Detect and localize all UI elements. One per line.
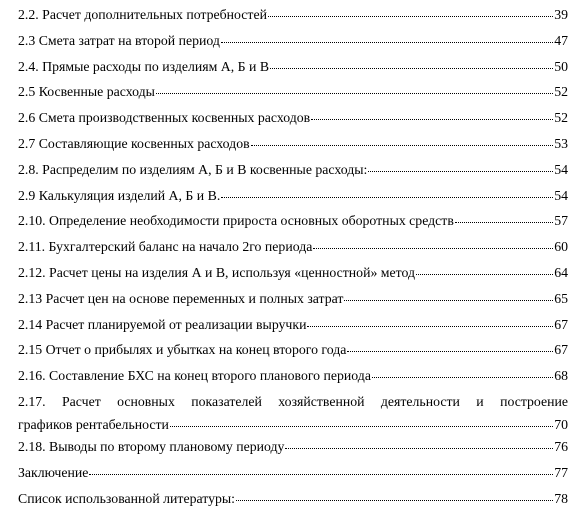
toc-entry-page: 77 (554, 464, 568, 480)
dot-leader (221, 42, 553, 43)
toc-entry (18, 437, 568, 463)
toc-entry (18, 186, 568, 212)
toc-entry-title: 2.11. Бухгалтерский баланс на начало 2го периода (18, 239, 313, 255)
dot-leader (285, 448, 553, 449)
dot-leader (270, 68, 553, 69)
toc-entry-page: 39 (554, 7, 568, 22)
toc-entry-page: 52 (554, 110, 568, 126)
toc-entry-page: 70 (554, 416, 568, 432)
dot-leader (313, 248, 553, 249)
dot-leader (368, 171, 553, 172)
toc-entry-title: 2.15 Отчет о прибылях и убытках на конец второго года (18, 342, 347, 358)
toc-entry-page: 52 (554, 84, 568, 100)
toc-entry (18, 463, 568, 489)
dot-leader (268, 16, 553, 17)
dot-leader (344, 300, 553, 301)
dot-leader (170, 426, 553, 427)
toc-entry-title-line2: графиков рентабельности (18, 416, 169, 432)
toc-entry (18, 108, 568, 134)
toc-entry-title-line1: 2.17. Расчет основных показателей хозяйственной деятельности и построение (18, 393, 568, 409)
toc-entry-title: Список использованной литературы: (18, 490, 235, 506)
toc-entry-page: 67 (554, 316, 568, 332)
toc-entry-title: 2.3 Смета затрат на второй период (18, 32, 220, 48)
dot-leader (455, 222, 553, 223)
toc-entry-page: 50 (554, 58, 568, 74)
toc-entry (18, 392, 568, 437)
toc-entry-title: 2.6 Смета производственных косвенных расходов (18, 110, 311, 126)
toc-entry-page: 53 (554, 135, 568, 151)
toc-entry-title: 2.18. Выводы по второму плановому периоду (18, 438, 285, 454)
toc-entry-page: 60 (554, 239, 568, 255)
toc-entry-title: 2.5 Косвенные расходы (18, 84, 155, 100)
toc-entry (18, 289, 568, 315)
dot-leader (251, 145, 554, 146)
toc-entry (18, 82, 568, 108)
dot-leader (307, 326, 553, 327)
toc-entry (18, 366, 568, 392)
dot-leader (236, 500, 553, 501)
dot-leader (156, 93, 553, 94)
toc-entry-title: 2.8. Распределим по изделиям А, Б и В косвенные расходы: (18, 161, 368, 177)
toc-entry-page: 54 (554, 161, 568, 177)
toc-entry-title: 2.9 Калькуляция изделий А, Б и В. (18, 187, 221, 203)
toc-entry-title: 2.14 Расчет планируемой от реализации выручки (18, 316, 307, 332)
dot-leader (416, 274, 553, 275)
table-of-contents (18, 5, 568, 514)
toc-entry-title: 2.7 Составляющие косвенных расходов (18, 135, 250, 151)
toc-entry-title: 2.16. Составление БХС на конец второго планового периода (18, 368, 371, 384)
toc-entry-page: 64 (554, 264, 568, 280)
dot-leader (311, 119, 553, 120)
toc-entry (18, 5, 568, 31)
toc-entry (18, 57, 568, 83)
toc-entry-title: 2.4. Прямые расходы по изделиям А, Б и В (18, 58, 270, 74)
dot-leader (347, 351, 553, 352)
toc-entry (18, 340, 568, 366)
toc-entry-page: 57 (554, 213, 568, 229)
toc-entry (18, 315, 568, 341)
toc-entry (18, 237, 568, 263)
toc-entry-page: 65 (554, 290, 568, 306)
toc-entry (18, 263, 568, 289)
toc-entry-page: 76 (554, 438, 568, 454)
toc-entry-title: 2.12. Расчет цены на изделия А и В, используя «ценностной» метод (18, 264, 416, 280)
toc-entry-title: 2.2. Расчет дополнительных потребностей (18, 7, 267, 22)
dot-leader (221, 197, 553, 198)
toc-entry-title: Заключение (18, 464, 89, 480)
toc-entry-page: 68 (554, 368, 568, 384)
toc-entry (18, 160, 568, 186)
toc-entry-page: 47 (554, 32, 568, 48)
toc-entry-title: 2.13 Расчет цен на основе переменных и полных затрат (18, 290, 344, 306)
toc-entry-page: 54 (554, 187, 568, 203)
toc-entry (18, 489, 568, 515)
toc-entry-title: 2.10. Определение необходимости прироста основных оборотных средств (18, 213, 454, 229)
toc-entry-page: 67 (554, 342, 568, 358)
toc-entry (18, 134, 568, 160)
toc-entry-page: 78 (554, 490, 568, 506)
toc-entry-line2 (18, 415, 568, 434)
dot-leader (372, 377, 553, 378)
toc-entry (18, 31, 568, 57)
toc-entry (18, 211, 568, 237)
dot-leader (89, 474, 553, 475)
